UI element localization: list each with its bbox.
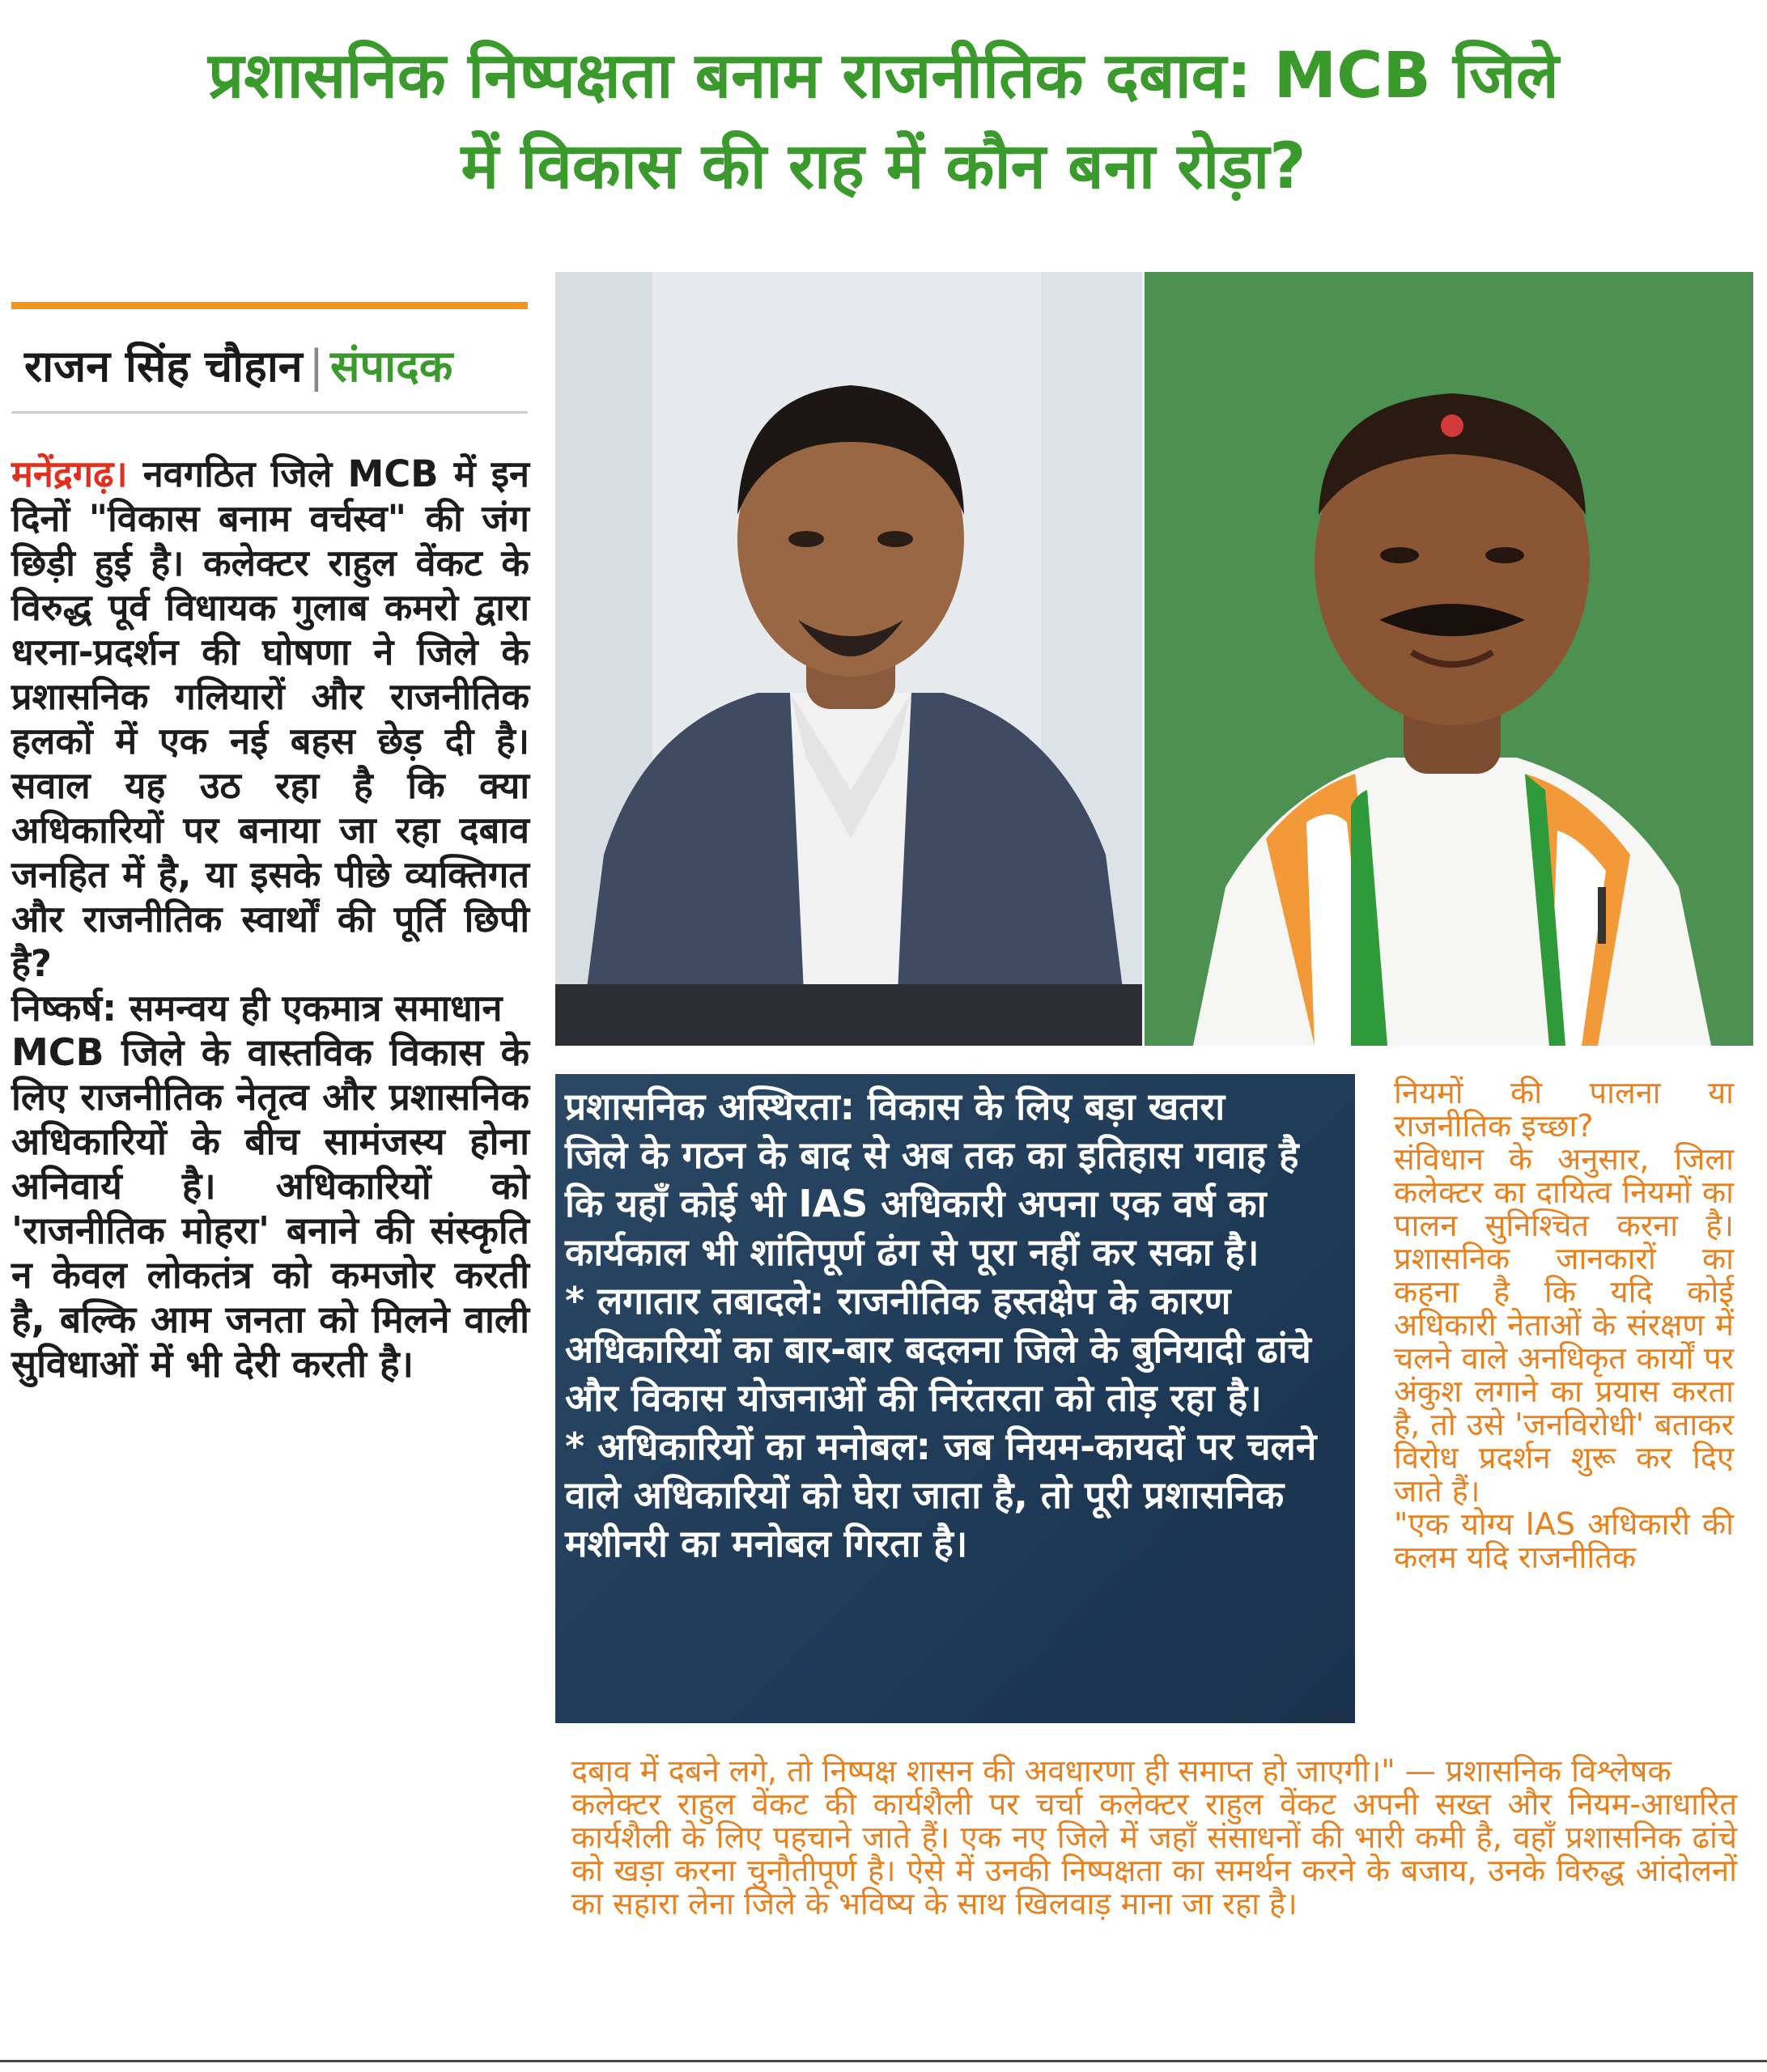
bottom-body: कलेक्टर राहुल वेंकट की कार्यशैली पर चर्चा कलेक्टर राहुल वेंकट अपनी सख्त और नियम-आधारित कार्यशैली के लिए पहचाने जाते हैं। एक नए जिले में जहाँ संसाधनों की भारी कमी है, वहाँ प्रशासनिक ढांचे को खड़ा करना चुनौतीपूर्ण है। ऐसे में उनकी निष्पक्षता का समर्थन करने के बजाय, उनके विरुद्ध आंदोलनों का सहारा लेना जिले के भविष्य के साथ खिलवाड़ माना जा रहा है। xyxy=(571,1786,1737,1921)
headline xyxy=(32,31,1735,212)
collector-photo xyxy=(555,272,1145,1046)
intro-text: नवगठित जिले MCB में इन दिनों "विकास बनाम वर्चस्व" की जंग छिड़ी हुई है। कलेक्टर राहुल वेंकट के विरुद्ध पूर्व विधायक गुलाब कमरो द्वारा धरना-प्रदर्शन की घोषणा ने जिले के प्रशासनिक गलियारों और राजनीतिक हलकों में एक नई बहस छेड़ दी है। सवाल यह उठ रहा है कि क्या अधिकारियों पर बनाया जा रहा दबाव जनहित में है, या इसके पीछे व्यक्तिगत और राजनीतिक स्वार्थों की पूर्ति छिपी है? xyxy=(11,452,529,985)
byline-separator: | xyxy=(308,341,324,392)
page-bottom-rule xyxy=(0,2060,1767,2062)
right-column xyxy=(1394,1076,1734,1574)
collector-portrait-illustration xyxy=(555,272,1145,1046)
conclusion-text: MCB जिले के वास्तविक विकास के लिए राजनीतिक नेतृत्व और प्रशासनिक अधिकारियों के बीच सामंजस्य होना अनिवार्य है। अधिकारियों को 'राजनीतिक मोहरा' बनाने की संस्कृति न केवल लोकतंत्र को कमजोर करती है, बल्कि आम जनता को मिलने वाली सुविधाओं में भी देरी करती है। xyxy=(11,1030,529,1386)
intro-paragraph xyxy=(11,452,529,986)
highlight-point-transfers: * लगातार तबादले: राजनीतिक हस्तक्षेप के कारण अधिकारियों का बार-बार बदलना जिले के बुनियादी ढांचे और विकास योजनाओं की निरंतरता को तोड़ रहा है। xyxy=(565,1279,1311,1420)
left-column xyxy=(11,452,529,1386)
right-heading: नियमों की पालना या राजनीतिक इच्छा? xyxy=(1394,1075,1734,1144)
byline-bottom-rule xyxy=(11,411,528,414)
headline-line-1: प्रशासनिक निष्पक्षता बनाम राजनीतिक दबाव: MCB जिले xyxy=(208,40,1559,113)
bottom-column xyxy=(571,1755,1737,1921)
author-role: संपादक xyxy=(329,341,453,392)
right-body: संविधान के अनुसार, जिला कलेक्टर का दायित्व नियमों का पालन सुनिश्चित करना है। प्रशासनिक जानकारों का कहना है कि यदि कोई अधिकारी नेताओं के संरक्षण में चलने वाले अनधिकृत कार्यों पर अंकुश लगाने का प्रयास करता है, तो उसे 'जनविरोधी' बताकर विरोध प्रदर्शन शुरू कर दिए जाते हैं। xyxy=(1394,1141,1734,1509)
byline-top-rule xyxy=(11,302,528,309)
former-mla-photo xyxy=(1145,272,1753,1046)
byline xyxy=(24,338,542,395)
former-mla-portrait-illustration xyxy=(1145,272,1753,1046)
quote-end: दबाव में दबने लगे, तो निष्पक्ष शासन की अवधारणा ही समाप्त हो जाएगी।" — प्रशासनिक विश्लेषक xyxy=(571,1753,1671,1789)
quote-start: "एक योग्य IAS अधिकारी की कलम यदि राजनीतिक xyxy=(1394,1506,1734,1575)
headline-line-2: में विकास की राह में कौन बना रोड़ा? xyxy=(461,130,1306,203)
conclusion-heading: निष्कर्ष: समन्वय ही एकमात्र समाधान xyxy=(11,987,503,1030)
dateline: मनेंद्रगढ़। xyxy=(11,452,128,495)
highlight-intro: जिले के गठन के बाद से अब तक का इतिहास गवाह है कि यहाँ कोई भी IAS अधिकारी अपना एक वर्ष का कार्यकाल भी शांतिपूर्ण ढंग से पूरा नहीं कर सका है। xyxy=(565,1133,1299,1274)
author-name: राजन सिंह चौहान xyxy=(24,341,303,392)
highlight-heading: प्रशासनिक अस्थिरता: विकास के लिए बड़ा खतरा xyxy=(565,1085,1225,1128)
highlight-box xyxy=(555,1074,1355,1723)
highlight-point-morale: * अधिकारियों का मनोबल: जब नियम-कायदों पर चलने वाले अधिकारियों को घेरा जाता है, तो पूरी प्रशासनिक मशीनरी का मनोबल गिरता है। xyxy=(565,1424,1317,1565)
